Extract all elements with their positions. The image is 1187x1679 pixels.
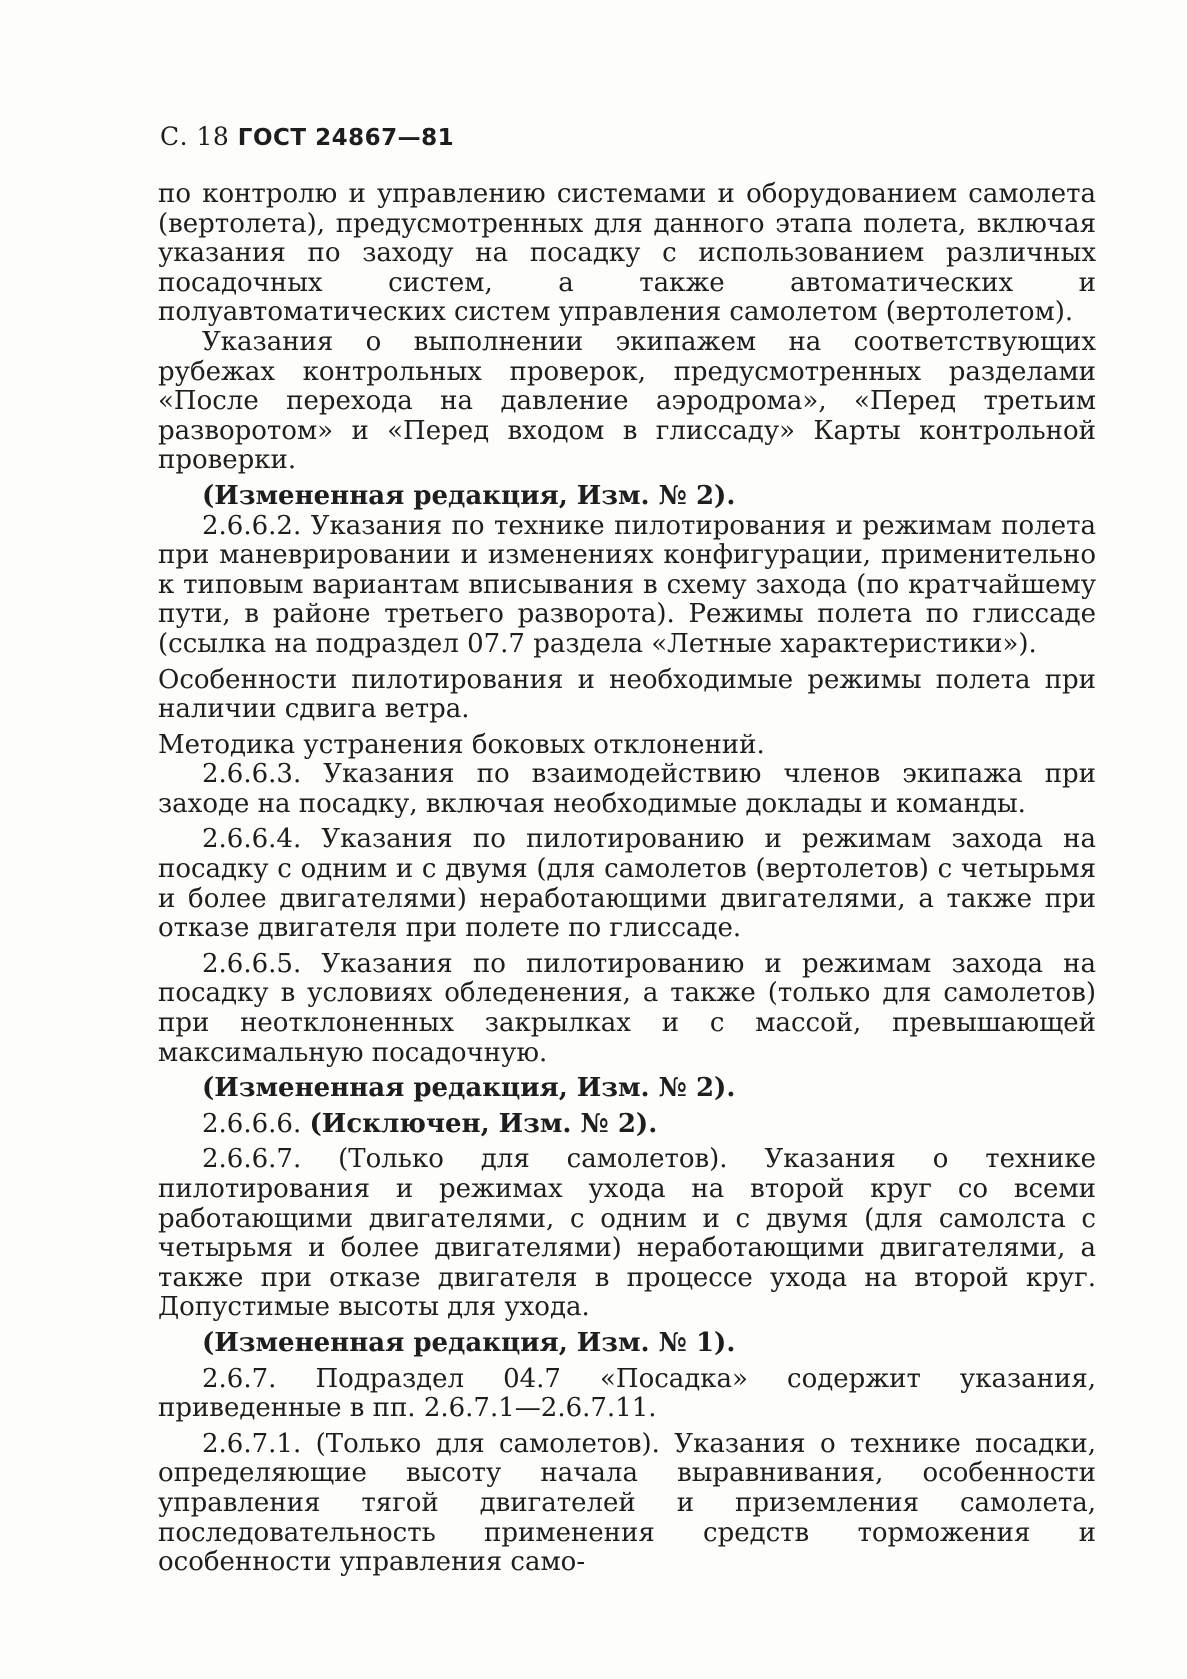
paragraph: 2.6.7.1. (Только для самолетов). Указания о технике посадки, определяющие высоту начала выравнивания, особенности управления тягой двигателей и приземления самолета, последовательность применения средств торможения и особенности управления само- [158, 1428, 1096, 1578]
paragraph: Указания о выполнении экипажем на соответствующих рубежах контрольных проверок, предусмотренных разделами «После перехода на давление аэродрома», «Перед третьим разворотом» и «Перед входом в глиссаду» Карты контрольной проверки. [158, 326, 1096, 476]
amendment-note: (Измененная редакция, Изм. № 1). [202, 1327, 736, 1358]
paragraph [158, 1110, 1096, 1140]
paragraph: 2.6.6.3. Указания по взаимодействию членов экипажа при заходе на посадку, включая необходимые доклады и команды. [158, 759, 1096, 819]
paragraph: 2.6.6.4. Указания по пилотированию и режимам захода на посадку с одним и с двумя (для самолетов (вертолетов) с четырьмя и более двигателями) неработающими двигателями, а также при отказе двигателя при полете по глиссаде. [158, 824, 1096, 944]
paragraph: Особенности пилотирования и необходимые режимы полета при наличии сдвига ветра. [158, 664, 1096, 725]
paragraph: по контролю и управлению системами и оборудованием самолета (вертолета), предусмотренных для данного этапа полета, включая указания по заходу на посадку с использованием различных посадочных систем, а также автоматических и полуавтоматических систем управления самолетом (вертолетом). [158, 179, 1096, 328]
amendment-note: (Измененная редакция, Изм. № 2). [202, 1073, 736, 1104]
standard-code: ГОСТ 24867—81 [237, 125, 455, 151]
excluded-note: (Исключен, Изм. № 2). [309, 1108, 658, 1139]
body-text [158, 180, 1096, 1578]
amendment-note: (Измененная редакция, Изм. № 2). [202, 480, 736, 511]
paragraph: 2.6.6.7. (Только для самолетов). Указания о технике пилотирования и режимах ухода на второй круг со всеми работающими двигателями, с одним и с двумя (для самолста с четырьмя и более двигателями) неработающими двигателями, а также при отказе двигателя в процессе ухода на второй круг. Допустимые высоты для ухода. [158, 1144, 1096, 1323]
paragraph: 2.6.6.2. Указания по технике пилотирования и режимам полета при маневрировании и изменениях конфигурации, применительно к типовым вариантам вписывания в схему захода (по кратчайшему пути, в районе третьего разворота). Режимы полета по глиссаде (ссылка на подраздел 07.7 раздела «Летные характеристики»). [158, 510, 1096, 659]
paragraph: 2.6.7. Подраздел 04.7 «Посадка» содержит указания, приведенные в пп. 2.6.7.1—2.6.7.11. [158, 1363, 1096, 1424]
clause-number: 2.6.6.6. [202, 1108, 302, 1139]
paragraph: 2.6.6.5. Указания по пилотированию и режимам захода на посадку в условиях обледенения, а также (только для самолетов) при неотклоненных закрылках и с массой, превышающей максимальную посадочную. [158, 948, 1096, 1068]
paragraph: Методика устранения боковых отклонений. [158, 729, 765, 760]
page-number: С. 18 [160, 122, 230, 151]
page-header [160, 122, 454, 151]
